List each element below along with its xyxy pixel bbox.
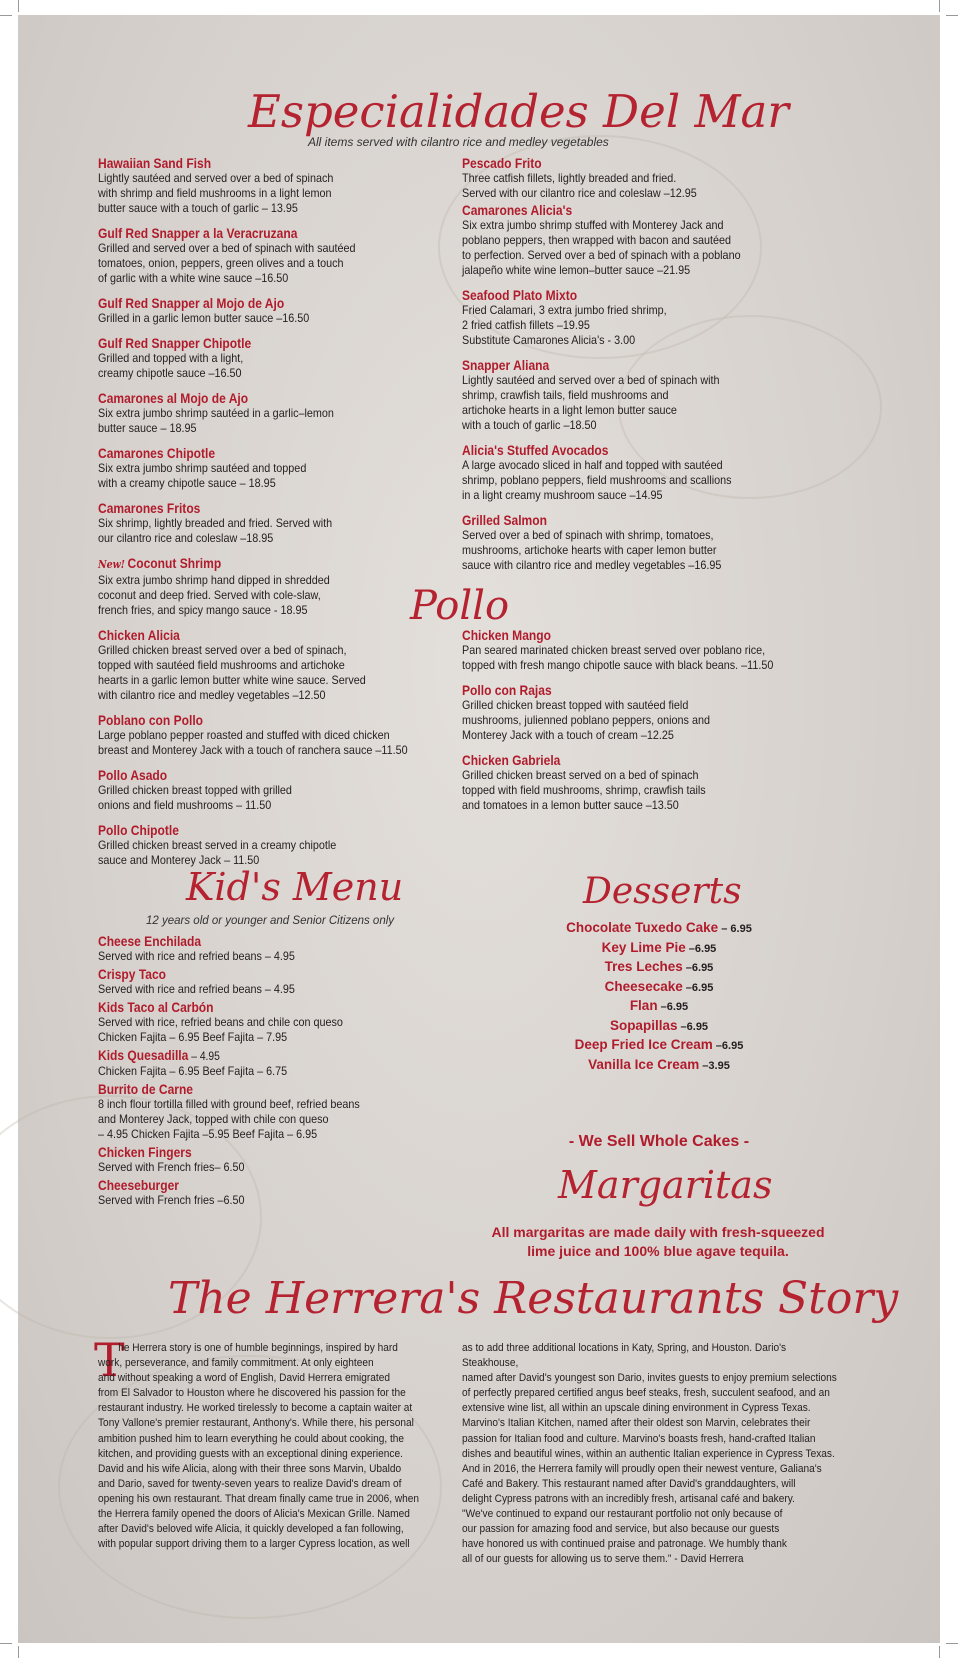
item-name: Poblano con Pollo (98, 712, 204, 728)
item-name: Camarones Fritos (98, 500, 201, 516)
dessert-item (518, 1036, 800, 1056)
item-description: Six extra jumbo shrimp sautéed in a garlic–lemon butter sauce – 18.95 (98, 406, 334, 435)
dessert-price: –6.95 (682, 981, 714, 994)
menu-item (98, 335, 428, 381)
dessert-name: Chocolate Tuxedo Cake (566, 920, 719, 935)
item-name (98, 555, 382, 573)
item-description: Six shrimp, lightly breaded and fried. Served with our cilantro rice and coleslaw –18.95 (98, 516, 333, 545)
dessert-item (518, 1056, 800, 1076)
pollo-right-column (462, 627, 792, 813)
item-description: Lightly sautéed and served over a bed of spinach with shrimp and field mushrooms in a light lemon butter sauce with a touch of garlic – 13.95 (98, 171, 334, 215)
dessert-name: Key Lime Pie (601, 939, 686, 955)
dessert-item (518, 978, 800, 998)
seafood-left-column (98, 155, 428, 618)
whole-cakes-tagline: - We Sell Whole Cakes - (568, 1133, 750, 1150)
item-description: 8 inch flour tortilla filled with ground beef, refried beans and Monterey Jack, topped with chile con queso – 4.95 Chicken Fajita –5.95 Beef Fajita – 6.95 (98, 1097, 360, 1141)
kids-title: Kid's Menu (186, 865, 404, 909)
item-name: Cheeseburger (98, 1177, 179, 1193)
menu-item (98, 390, 428, 436)
item-name: Pescado Frito (462, 155, 542, 171)
menu-item (98, 155, 428, 216)
dessert-name: Flan (629, 998, 658, 1013)
dessert-item (518, 919, 800, 939)
menu-item (98, 225, 428, 286)
item-name: Seafood Plato Mixto (462, 287, 578, 303)
item-description: Three catfish fillets, lightly breaded and fried. Served with our cilantro rice and coleslaw –12.95 (462, 171, 697, 200)
menu-item (98, 1144, 438, 1175)
item-description: Served with French fries– 6.50 (98, 1160, 245, 1174)
item-name: Crispy Taco (98, 966, 167, 982)
crop-mark (939, 0, 940, 12)
dessert-price: –6.95 (657, 1001, 689, 1013)
crop-mark (0, 15, 12, 16)
item-name-text: Kids Quesadilla (98, 1047, 189, 1063)
menu-item (98, 1047, 438, 1079)
item-name: Kids Taco al Carbón (98, 999, 214, 1015)
dessert-price: –3.95 (699, 1059, 730, 1072)
crop-mark (939, 1646, 940, 1658)
menu-item (98, 933, 438, 964)
menu-item (98, 1081, 438, 1142)
dessert-name: Deep Fried Ice Cream (574, 1037, 713, 1052)
item-name: Pollo Chipotle (98, 822, 179, 838)
menu-item (98, 445, 428, 491)
dessert-price: –6.95 (682, 962, 714, 974)
item-name: Alicia's Stuffed Avocados (462, 442, 609, 458)
item-description: Grilled chicken breast served on a bed of spinach topped with field mushrooms, shrimp, crawfish tails and tomatoes in a lemon butter sauce –13.50 (462, 768, 706, 812)
item-description: Grilled in a garlic lemon butter sauce –16.50 (98, 311, 310, 325)
item-name: Camarones Chipotle (98, 445, 216, 461)
story-title: The Herrera's Restaurants Story (168, 1273, 899, 1324)
dessert-price: –6.95 (677, 1020, 709, 1033)
dessert-item (518, 958, 800, 978)
dessert-name: Sopapillas (609, 1017, 678, 1033)
menu-item (98, 295, 428, 326)
item-description: Served with rice, refried beans and chile con queso Chicken Fajita – 6.95 Beef Fajita – 7.95 (98, 1015, 343, 1044)
menu-item (462, 357, 762, 433)
item-description: Grilled chicken breast topped with sautéed field mushrooms, julienned poblano peppers, onions and Monterey Jack with a touch of cream –12.25 (462, 698, 710, 742)
desserts-list (518, 919, 800, 1075)
margaritas-text: All margaritas are made daily with fresh-squeezed lime juice and 100% blue agave tequila. (491, 1224, 825, 1259)
story-left-text: he Herrera story is one of humble beginnings, inspired by hard work, perseverance, and family commitment. At only eighteen and without speaking a word of English, David Herrera emigrated from El Salvador to Houston where he discovered his passion for the restaurant industry. He worked tirelessly to become a captain waiter at Tony Vallone's premier restaurant, Anthony's. While there, his personal ambition pushed him to learn everything he could about cooking, the kitchen, and providing guests with an exceptional dining experience. David and his wife Alicia, along with their three sons Marvin, Ubaldo and Dario, saved for twenty-seven years to realize David's dream of opening his own restaurant. That dream finally came true in 2006, when the Herrera family opened the doors of Alicia's Mexican Grille. Named after David's beloved wife Alicia, it quickly developed a fan following, with popular support driving them to a larger Cypress location, as well (98, 1342, 420, 1551)
dessert-name: Cheesecake (604, 978, 683, 994)
menu-item (98, 712, 438, 758)
menu-item (98, 767, 438, 813)
desserts-title: Desserts (583, 871, 742, 912)
new-badge: New! (98, 558, 125, 571)
dessert-price: –6.95 (685, 942, 717, 955)
menu-item (462, 512, 762, 573)
item-name-text: Coconut Shrimp (127, 555, 222, 571)
menu-item (98, 555, 428, 618)
item-description: Grilled chicken breast served over a bed of spinach, topped with sautéed field mushrooms and artichoke hearts in a garlic lemon butter white wine sauce. Served with cilantro rice and medley vegetables –12.50 (98, 643, 366, 702)
item-name: Chicken Mango (462, 627, 551, 643)
item-name: Chicken Gabriela (462, 752, 561, 768)
menu-item (462, 155, 762, 201)
kids-column (98, 933, 438, 1208)
story-right-text: as to add three additional locations in Katy, Spring, and Houston. Dario's Steakhouse, named after David's youngest son Dario, invites guests to enjoy premium selections of perfectly prepared certified angus beef steaks, fresh, succulent seafood, and an extensive wine list, all within an upscale dining environment in Cypress Texas. Marvino's Italian Kitchen, named after their oldest son Marvin, celebrates their passion for Italian food and culture. Marvino's boasts fresh, hand-crafted Italian dishes and beautiful wines, within an authentic Italian experience in Cypress Texas. And in 2016, the Herrera family will proudly open their newest venture, Galiana's Café and Bakery. This restaurant named after David's granddaughters, will delight Cypress patrons with an incredibly fresh, artisanal café and bakery. "We've continued to expand our restaurant portfolio not only because of our passion for amazing food and service, but also because our guests have honored us with continued praise and patronage. We humbly thank all of our guests for allowing us to serve them." - David Herrera (462, 1342, 837, 1566)
menu-item (98, 822, 438, 868)
menu-item (462, 287, 762, 348)
item-description: A large avocado sliced in half and topped with sautéed shrimp, poblano peppers, field mushrooms and scallions in a light creamy mushroom sauce –14.95 (462, 458, 732, 502)
seafood-right-column (462, 155, 762, 573)
item-name: Grilled Salmon (462, 512, 547, 528)
pollo-left-column (98, 627, 438, 868)
pollo-title: Pollo (410, 583, 510, 629)
menu-item (98, 999, 438, 1045)
item-name: Chicken Fingers (98, 1144, 192, 1160)
item-description: Served with rice and refried beans – 4.95 (98, 982, 295, 996)
seafood-title: Especialidades Del Mar (248, 85, 789, 138)
item-description: Grilled and topped with a light, creamy chipotle sauce –16.50 (98, 351, 244, 380)
item-name: Chicken Alicia (98, 627, 180, 643)
item-description: Served over a bed of spinach with shrimp, tomatoes, mushrooms, artichoke hearts with caper lemon butter sauce with cilantro rice and medley vegetables –16.95 (462, 528, 722, 572)
menu-item (462, 682, 792, 743)
item-description: Chicken Fajita – 6.95 Beef Fajita – 6.75 (98, 1064, 288, 1078)
menu-item (462, 442, 762, 503)
menu-item (462, 627, 792, 673)
item-description: Large poblano pepper roasted and stuffed with diced chicken breast and Monterey Jack with a touch of ranchera sauce –11.50 (98, 728, 408, 757)
menu-item (98, 500, 428, 546)
dessert-price: –6.95 (712, 1040, 744, 1052)
crop-mark (0, 1643, 12, 1644)
item-name: Burrito de Carne (98, 1081, 194, 1097)
dessert-item (518, 1017, 800, 1037)
margaritas-title: Margaritas (558, 1163, 773, 1207)
item-description: Served with rice and refried beans – 4.95 (98, 949, 295, 963)
dessert-name: Vanilla Ice Cream (588, 1056, 700, 1072)
item-description: Grilled chicken breast topped with grilled onions and field mushrooms – 11.50 (98, 783, 292, 812)
seafood-subtitle: All items served with cilantro rice and medley vegetables (308, 135, 609, 149)
kids-subtitle: 12 years old or younger and Senior Citizens only (146, 915, 395, 927)
dessert-price: – 6.95 (718, 923, 752, 935)
item-description: Fried Calamari, 3 extra jumbo fried shrimp, 2 fried catfish fillets –19.95 Substitute Camarones Alicia's - 3.00 (462, 303, 667, 347)
menu-item (462, 752, 792, 813)
dessert-item (518, 939, 800, 959)
item-name: Camarones al Mojo de Ajo (98, 390, 249, 406)
item-name: Gulf Red Snapper Chipotle (98, 335, 252, 351)
menu-page (18, 15, 940, 1643)
menu-item (462, 202, 762, 278)
item-name: Camarones Alicia's (462, 202, 573, 218)
dessert-item (518, 997, 800, 1017)
item-description: Grilled chicken breast served in a creamy chipotle sauce and Monterey Jack – 11.50 (98, 838, 337, 867)
item-name: Pollo Asado (98, 767, 168, 783)
item-name: Hawaiian Sand Fish (98, 155, 212, 171)
menu-item (98, 966, 438, 997)
item-price: – 4.95 (188, 1049, 220, 1063)
story-dropcap: T (94, 1333, 125, 1387)
crop-mark (946, 1643, 958, 1644)
item-description: Lightly sautéed and served over a bed of spinach with shrimp, crawfish tails, field mushrooms and artichoke hearts in a light lemon butter sauce with a touch of garlic –18.50 (462, 373, 720, 432)
item-name: Gulf Red Snapper al Mojo de Ajo (98, 295, 285, 311)
item-name: Pollo con Rajas (462, 682, 552, 698)
dessert-name: Tres Leches (604, 959, 683, 974)
item-name: Gulf Red Snapper a la Veracruzana (98, 225, 298, 241)
item-description: Served with French fries –6.50 (98, 1193, 245, 1207)
menu-item (98, 1177, 438, 1208)
item-description: Six extra jumbo shrimp sautéed and topped with a creamy chipotle sauce – 18.95 (98, 461, 307, 490)
item-description: Grilled and served over a bed of spinach with sautéed tomatoes, onion, peppers, green olives and a touch of garlic with a white wine sauce –16.50 (98, 241, 356, 285)
item-name (98, 1047, 390, 1064)
crop-mark (946, 15, 958, 16)
crop-mark (18, 1646, 19, 1658)
menu-item (98, 627, 438, 703)
item-description: Pan seared marinated chicken breast served over poblano rice, topped with fresh mango chipotle sauce with black beans. –11.50 (462, 643, 774, 672)
item-name: Cheese Enchilada (98, 933, 202, 949)
crop-mark (18, 0, 19, 12)
item-description: Six extra jumbo shrimp hand dipped in shredded coconut and deep fried. Served with cole-slaw, french fries, and spicy mango sauce - 18.95 (98, 573, 330, 617)
item-name: Snapper Aliana (462, 357, 550, 373)
item-description: Six extra jumbo shrimp stuffed with Monterey Jack and poblano peppers, then wrapped with bacon and sautéed to perfection. Served over a bed of spinach with a poblano jalapeño white wine lemon–butter sauce –21.95 (462, 218, 741, 277)
